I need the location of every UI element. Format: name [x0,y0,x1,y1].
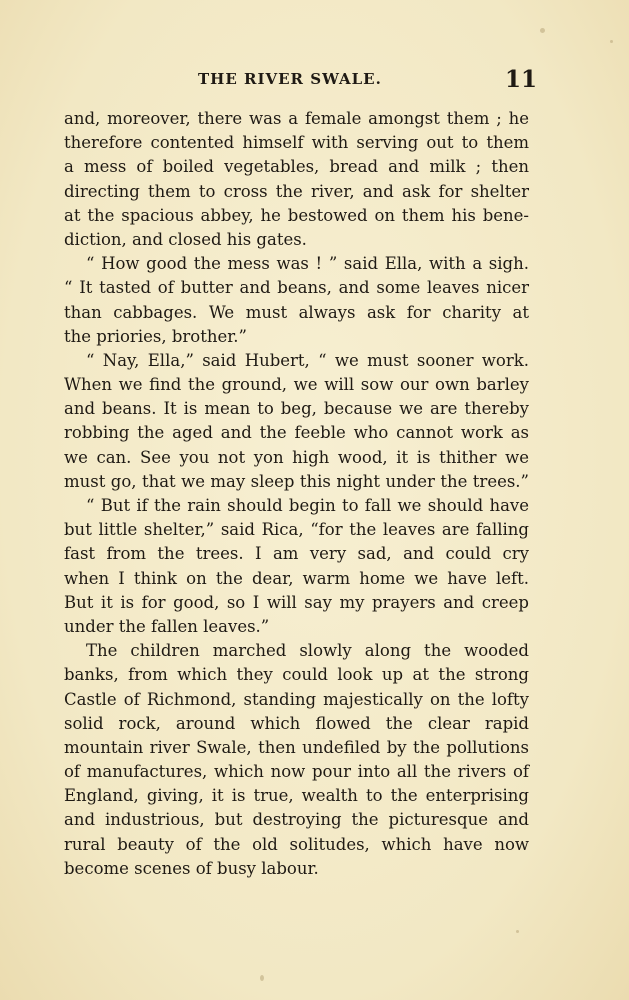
paper-speck [260,975,264,981]
text-line: rural beauty of the old solitudes, which have now [64,834,529,854]
text-line: become scenes of busy labour. [64,858,319,878]
text-line: solid rock, around which flowed the clear rapid [64,713,529,733]
text-line: When we find the ground, we will sow our own barley [64,375,529,395]
text-line: we can. See you not yon high wood, it is thither we [64,447,529,467]
body-text [64,107,529,881]
running-head [0,68,629,98]
text-line: must go, that we may sleep this night under the trees.” [64,471,529,491]
text-line: fast from the trees. I am very sad, and could cry [64,544,529,564]
text-line: a mess of boiled vegetables, bread and milk ; then [64,157,529,177]
running-title: THE RIVER SWALE. [198,70,382,88]
text-line: of manufactures, which now pour into all the rivers of [64,762,529,782]
text-line: “ It tasted of butter and beans, and some leaves nicer [64,278,529,298]
text-line: than cabbages. We must always ask for charity at [64,302,529,322]
text-line: diction, and closed his gates. [64,229,307,249]
text-line: “ But if the rain should begin to fall we should have [86,496,529,515]
text-line: mountain river Swale, then undefiled by the pollutions [64,737,529,757]
text-line: banks, from which they could look up at the strong [64,665,529,685]
text-line: directing them to cross the river, and ask for shelter [64,181,529,201]
text-line: robbing the aged and the feeble who cannot work as [64,423,529,443]
text-line: but little shelter,” said Rica, “for the leaves are falling [64,520,529,540]
text-line: therefore contented himself with serving out to them [64,133,529,153]
text-line: when I think on the dear, warm home we have left. [64,568,529,588]
paper-speck [540,28,545,33]
text-line: at the spacious abbey, he bestowed on them his bene- [64,205,529,225]
text-line: But it is for good, so I will say my prayers and creep [64,592,529,612]
paper-speck [610,40,613,43]
text-line: England, giving, it is true, wealth to the enterprising [64,786,529,806]
text-line: The children marched slowly along the wooded [86,641,529,661]
text-line: “ Nay, Ella,” said Hubert, “ we must sooner work. [86,350,529,370]
text-line: and industrious, but destroying the picturesque and [64,810,529,830]
text-line: “ How good the mess was ! ” said Ella, with a sigh. [86,254,529,274]
text-line: the priories, brother.” [64,326,247,346]
paper-speck [516,930,519,933]
text-line: and beans. It is mean to beg, because we are thereby [64,399,529,419]
page-number: 11 [505,66,538,93]
text-line: and, moreover, there was a female amongst them ; he [64,109,529,128]
text-line: Castle of Richmond, standing majestically on the lofty [64,689,529,709]
text-line: under the fallen leaves.” [64,616,270,636]
